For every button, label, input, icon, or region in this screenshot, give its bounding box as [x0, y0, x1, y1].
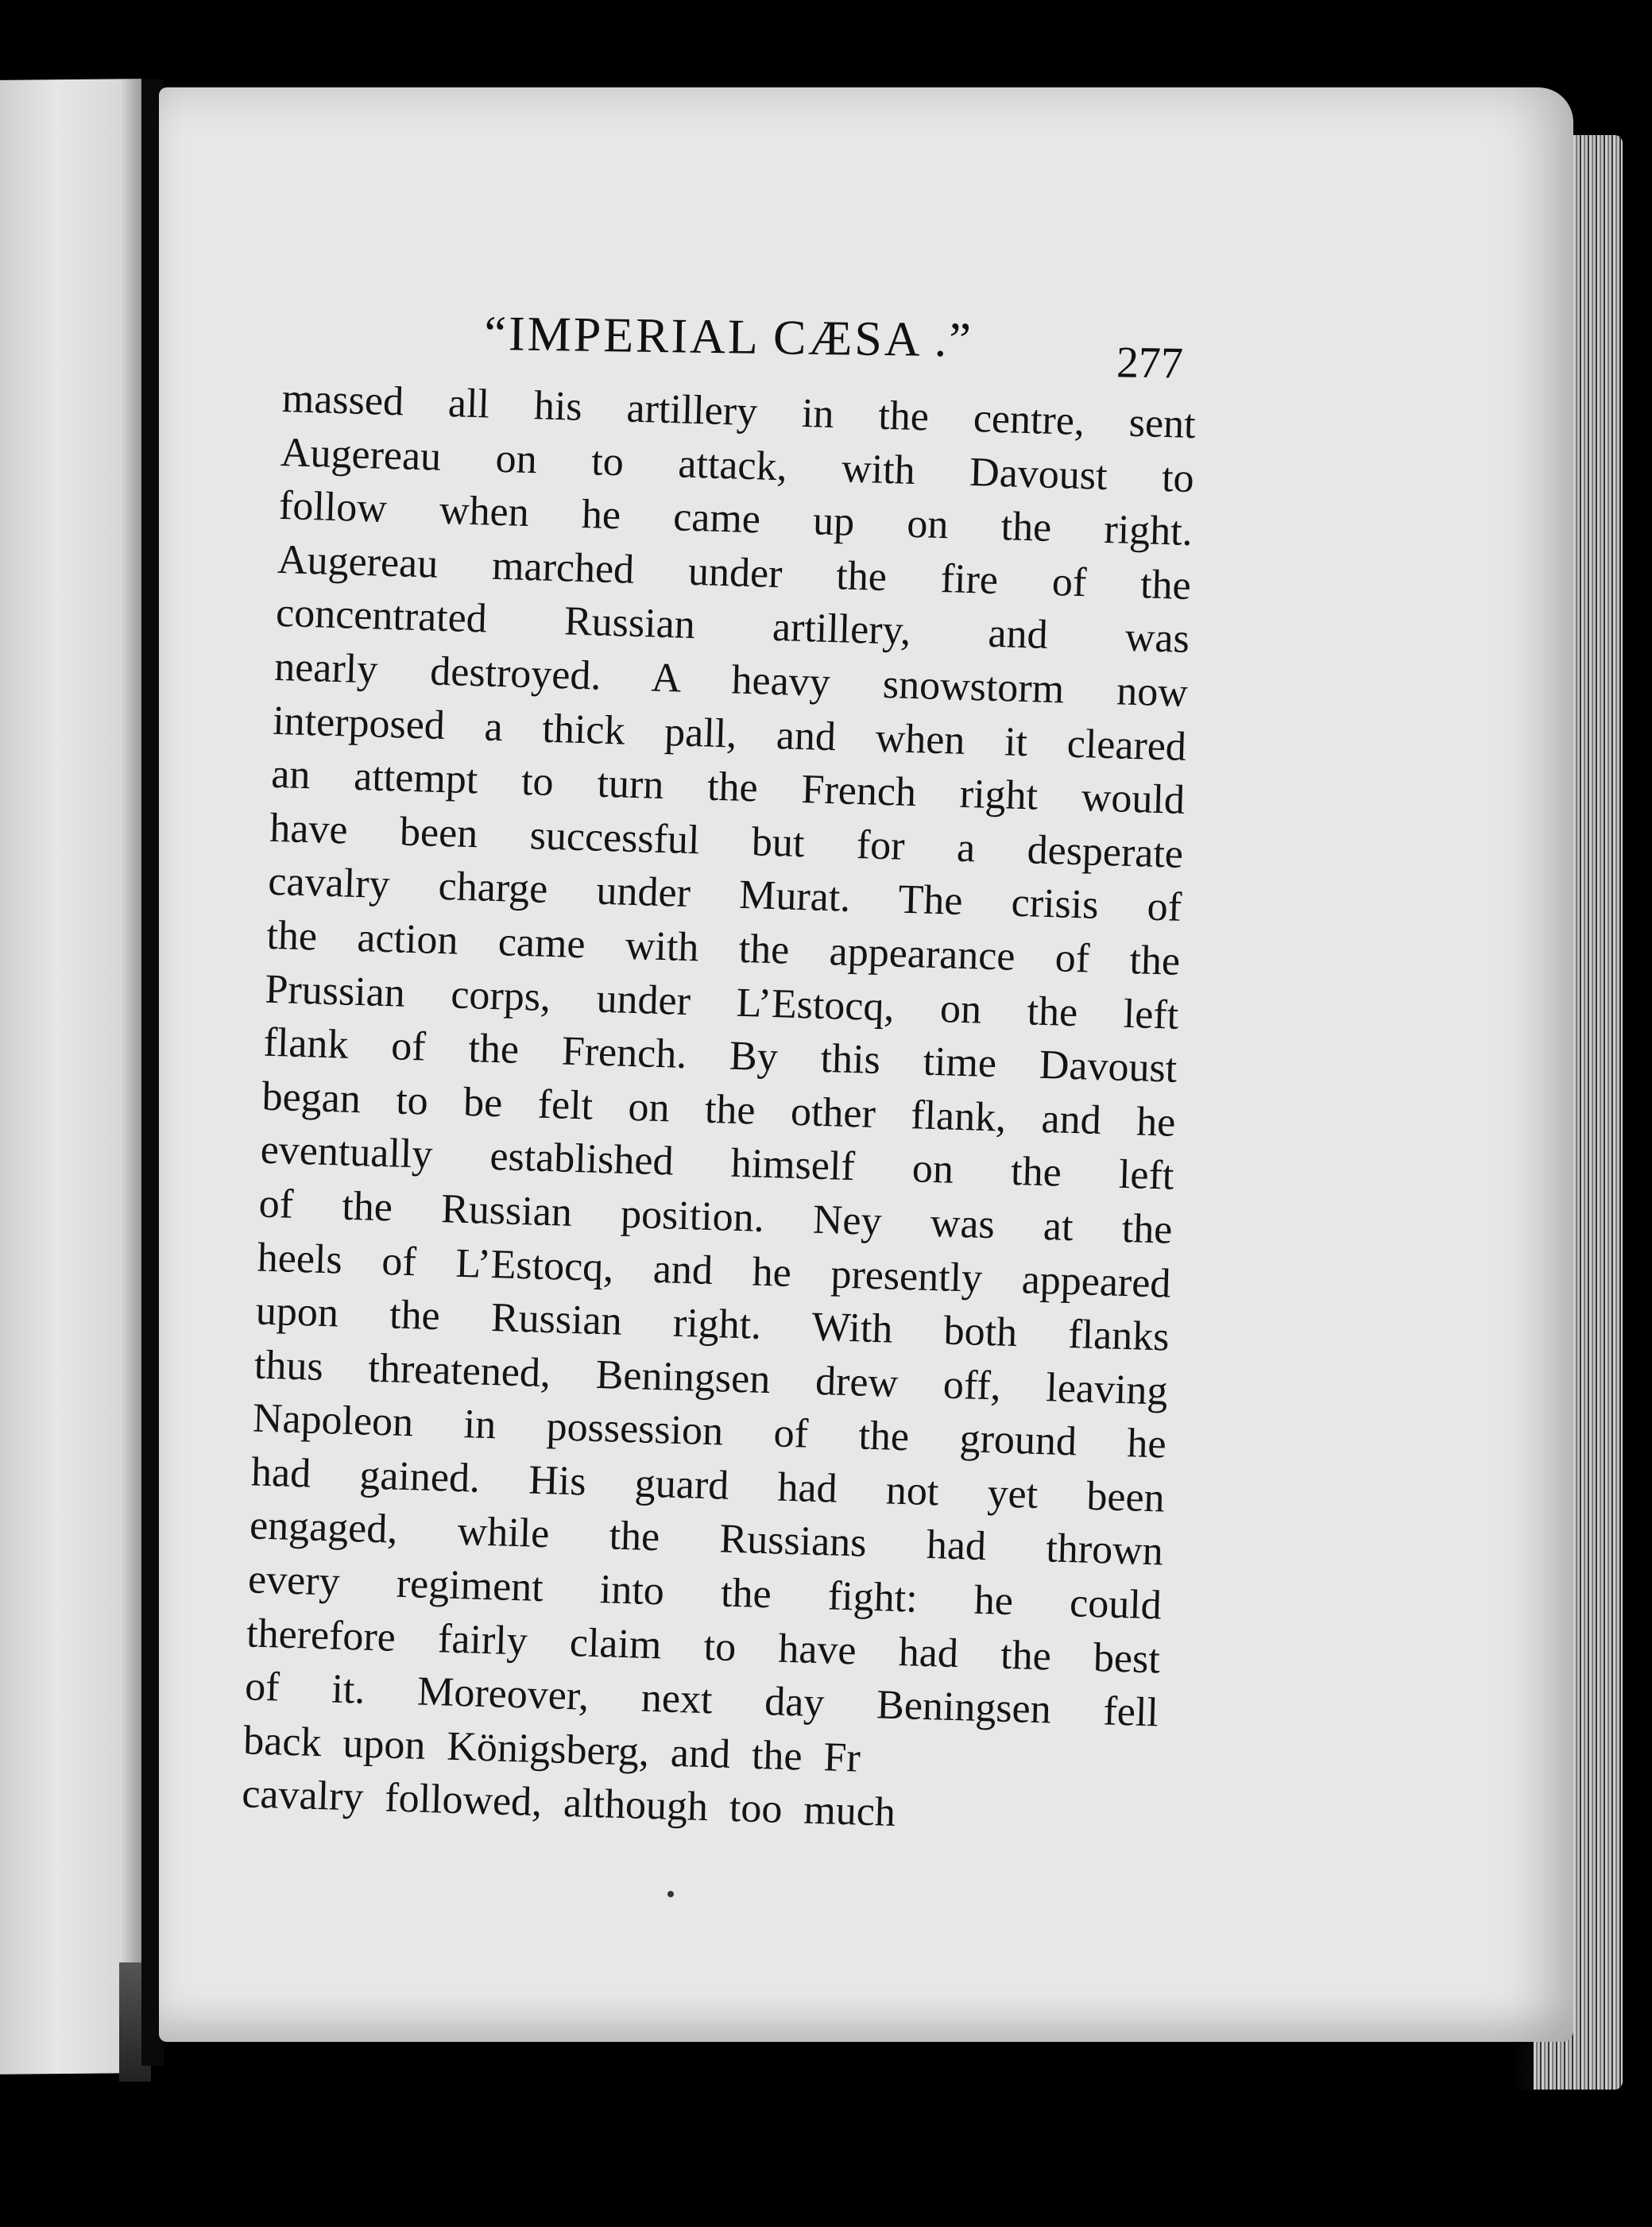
text-line: began to be felt on the other flank, and he	[261, 1073, 1177, 1146]
text-line: nearly destroyed. A heavy snowstorm now	[273, 644, 1189, 716]
running-header: “IMPERIAL CÆSA .”	[484, 306, 974, 368]
text-line: flank of the French. By this time Davoust	[262, 1019, 1178, 1092]
text-line: have been successful but for a desperate	[269, 805, 1184, 877]
text-line: cavalry charge under Murat. The crisis of	[267, 859, 1182, 931]
text-line: Napoleon in possession of the ground he	[252, 1395, 1167, 1467]
body-text	[241, 372, 1196, 1847]
text-line: eventually established himself on the left	[259, 1127, 1175, 1200]
text-line: Augereau on to attack, with Davoust to	[280, 429, 1195, 501]
text-line: engaged, while the Russians had thrown	[249, 1502, 1164, 1575]
text-line: thus threatened, Beningsen drew off, leaving	[253, 1342, 1169, 1414]
text-line: had gained. His guard had not yet been	[250, 1449, 1166, 1521]
text-line: Augereau marched under the fire of the	[277, 536, 1192, 609]
text-line: concentrated Russian artillery, and was	[275, 590, 1190, 663]
text-line: follow when he came up on the right.	[278, 483, 1194, 555]
text-line: every regiment into the fight: he could	[247, 1556, 1163, 1629]
text-line: heels of L’Estocq, and he presently appeared	[257, 1235, 1172, 1307]
text-line: an attempt to turn the French right would	[270, 751, 1186, 824]
ink-speck	[667, 1891, 674, 1897]
text-line: Prussian corps, under L’Estocq, on the left	[264, 966, 1179, 1038]
text-line: cavalry followed, although too much	[241, 1771, 896, 1836]
text-line: upon the Russian right. With both flanks	[255, 1288, 1170, 1360]
text-line: of it. Moreover, next day Beningsen fell	[244, 1664, 1159, 1736]
text-line: interposed a thick pall, and when it cleared	[272, 698, 1187, 770]
text-line: back upon Königsberg, and the Fr	[242, 1718, 861, 1781]
text-line: massed all his artillery in the centre, sent	[281, 375, 1197, 448]
facing-page-edge	[0, 79, 141, 2074]
text-line: the action came with the appearance of the	[265, 912, 1181, 984]
text-line: therefore fairly claim to have had the best	[246, 1610, 1161, 1683]
text-line: of the Russian position. Ney was at the	[258, 1181, 1174, 1253]
page-number: 277	[1116, 338, 1184, 389]
